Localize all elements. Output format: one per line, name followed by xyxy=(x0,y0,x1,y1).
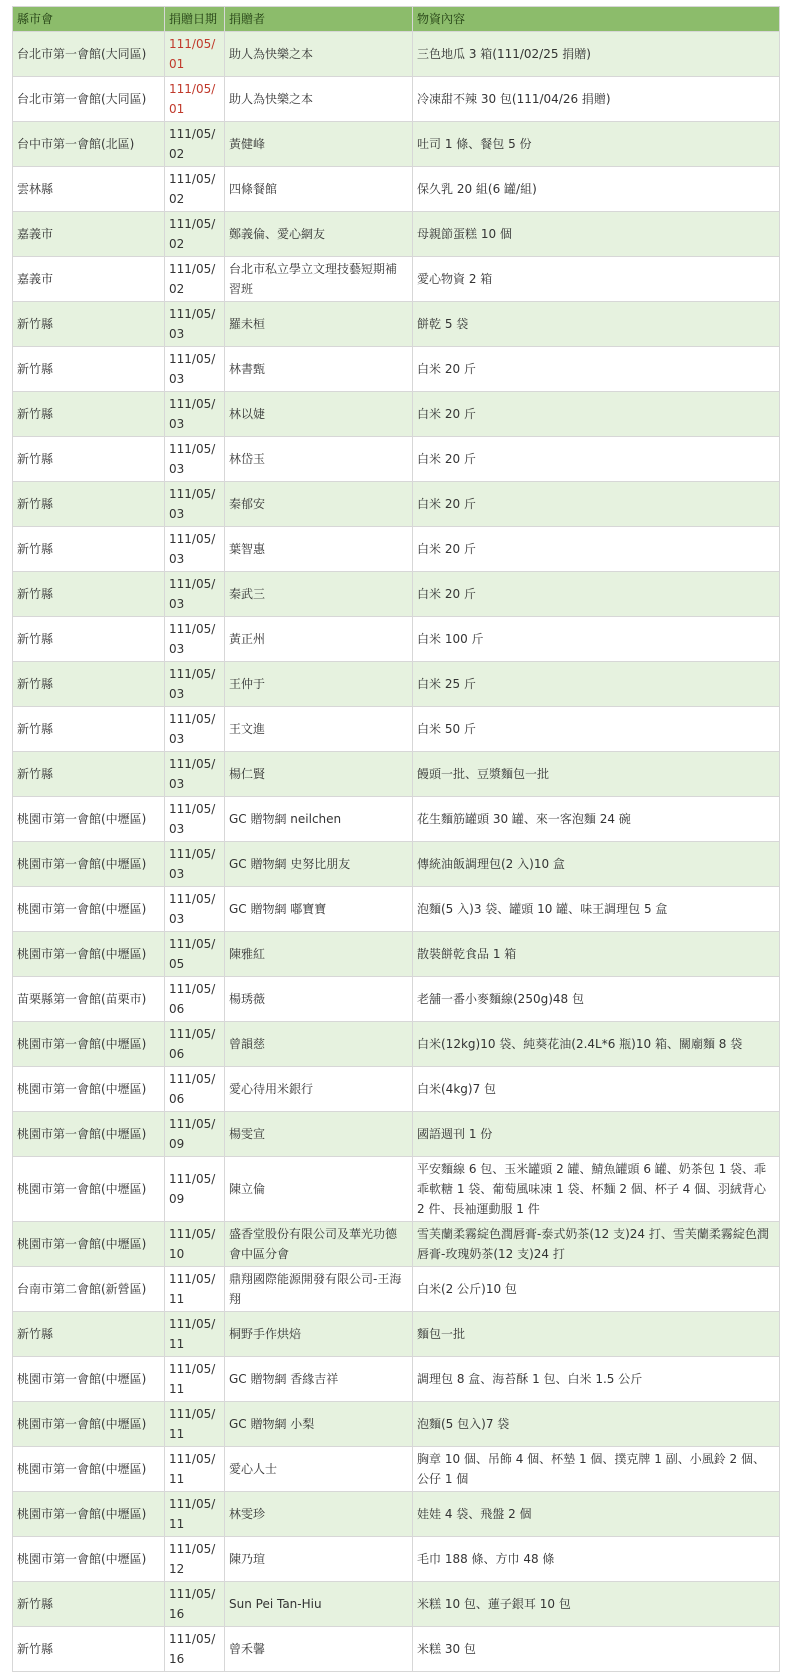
cell-region: 新竹縣 xyxy=(13,527,165,572)
cell-region: 桃園市第一會館(中壢區) xyxy=(13,842,165,887)
cell-items: 白米(2 公斤)10 包 xyxy=(413,1267,780,1312)
table-row xyxy=(13,572,780,617)
cell-donor: 愛心待用米銀行 xyxy=(225,1067,413,1112)
cell-region: 新竹縣 xyxy=(13,1312,165,1357)
cell-region: 台北市第一會館(大同區) xyxy=(13,77,165,122)
cell-items: 娃娃 4 袋、飛盤 2 個 xyxy=(413,1492,780,1537)
cell-items: 雪芙蘭柔霧綻色潤唇膏-泰式奶茶(12 支)24 打、雪芙蘭柔霧綻色潤唇膏-玫瑰奶茶(12 支)24 打 xyxy=(413,1222,780,1267)
cell-donor: GC 贈物網 史努比朋友 xyxy=(225,842,413,887)
cell-date: 111/05/16 xyxy=(165,1627,225,1672)
cell-donor: 曾韻慈 xyxy=(225,1022,413,1067)
table-row xyxy=(13,707,780,752)
cell-items: 泡麵(5 包入)7 袋 xyxy=(413,1402,780,1447)
cell-donor: 秦郁安 xyxy=(225,482,413,527)
cell-items: 吐司 1 條、餐包 5 份 xyxy=(413,122,780,167)
cell-donor: GC 贈物網 嘟寶寶 xyxy=(225,887,413,932)
donation-table xyxy=(12,6,780,1672)
table-row xyxy=(13,1112,780,1157)
cell-date: 111/05/03 xyxy=(165,617,225,662)
cell-items: 白米 20 斤 xyxy=(413,482,780,527)
table-row xyxy=(13,1447,780,1492)
table-row xyxy=(13,32,780,77)
cell-items: 米糕 30 包 xyxy=(413,1627,780,1672)
cell-region: 新竹縣 xyxy=(13,662,165,707)
cell-items: 花生麵筋罐頭 30 罐、來一客泡麵 24 碗 xyxy=(413,797,780,842)
cell-date: 111/05/06 xyxy=(165,1022,225,1067)
cell-region: 台南市第二會館(新營區) xyxy=(13,1267,165,1312)
cell-donor: 王文進 xyxy=(225,707,413,752)
cell-region: 桃園市第一會館(中壢區) xyxy=(13,887,165,932)
cell-donor: 林書甄 xyxy=(225,347,413,392)
cell-donor: 林岱玉 xyxy=(225,437,413,482)
cell-items: 麵包一批 xyxy=(413,1312,780,1357)
cell-date: 111/05/02 xyxy=(165,212,225,257)
table-row xyxy=(13,1537,780,1582)
table-row xyxy=(13,347,780,392)
cell-donor: 林以婕 xyxy=(225,392,413,437)
cell-region: 桃園市第一會館(中壢區) xyxy=(13,1402,165,1447)
cell-date: 111/05/05 xyxy=(165,932,225,977)
cell-date: 111/05/06 xyxy=(165,1067,225,1112)
cell-donor: 秦武三 xyxy=(225,572,413,617)
cell-donor: 楊雯宣 xyxy=(225,1112,413,1157)
cell-items: 冷凍甜不辣 30 包(111/04/26 捐贈) xyxy=(413,77,780,122)
cell-date: 111/05/03 xyxy=(165,797,225,842)
cell-items: 三色地瓜 3 箱(111/02/25 捐贈) xyxy=(413,32,780,77)
cell-date: 111/05/02 xyxy=(165,257,225,302)
cell-items: 調理包 8 盒、海苔酥 1 包、白米 1.5 公斤 xyxy=(413,1357,780,1402)
cell-items: 白米(4kg)7 包 xyxy=(413,1067,780,1112)
cell-region: 嘉義市 xyxy=(13,212,165,257)
cell-region: 台中市第一會館(北區) xyxy=(13,122,165,167)
cell-date: 111/05/03 xyxy=(165,887,225,932)
cell-region: 新竹縣 xyxy=(13,1582,165,1627)
cell-date: 111/05/03 xyxy=(165,842,225,887)
cell-date: 111/05/02 xyxy=(165,167,225,212)
cell-date: 111/05/10 xyxy=(165,1222,225,1267)
header-region: 縣市會 xyxy=(13,7,165,32)
cell-donor: 楊仁賢 xyxy=(225,752,413,797)
cell-date: 111/05/01 xyxy=(165,77,225,122)
header-donor: 捐贈者 xyxy=(225,7,413,32)
table-row xyxy=(13,977,780,1022)
table-row xyxy=(13,77,780,122)
cell-date: 111/05/09 xyxy=(165,1157,225,1222)
cell-items: 老舖一番小麥麵線(250g)48 包 xyxy=(413,977,780,1022)
table-row xyxy=(13,1022,780,1067)
cell-region: 桃園市第一會館(中壢區) xyxy=(13,1112,165,1157)
cell-donor: GC 贈物網 香緣吉祥 xyxy=(225,1357,413,1402)
table-row xyxy=(13,617,780,662)
cell-items: 饅頭一批、豆漿麵包一批 xyxy=(413,752,780,797)
cell-region: 桃園市第一會館(中壢區) xyxy=(13,932,165,977)
cell-region: 桃園市第一會館(中壢區) xyxy=(13,1492,165,1537)
table-row xyxy=(13,167,780,212)
cell-date: 111/05/03 xyxy=(165,437,225,482)
cell-items: 胸章 10 個、吊飾 4 個、杯墊 1 個、撲克牌 1 副、小風鈴 2 個、公仔 1 個 xyxy=(413,1447,780,1492)
cell-region: 新竹縣 xyxy=(13,482,165,527)
header-items: 物資內容 xyxy=(413,7,780,32)
cell-date: 111/05/11 xyxy=(165,1267,225,1312)
cell-region: 新竹縣 xyxy=(13,1627,165,1672)
cell-items: 傳統油飯調理包(2 入)10 盒 xyxy=(413,842,780,887)
cell-donor: Sun Pei Tan-Hiu xyxy=(225,1582,413,1627)
table-row xyxy=(13,1312,780,1357)
cell-region: 新竹縣 xyxy=(13,617,165,662)
cell-items: 白米 50 斤 xyxy=(413,707,780,752)
cell-items: 白米 20 斤 xyxy=(413,572,780,617)
cell-donor: 林雯珍 xyxy=(225,1492,413,1537)
cell-date: 111/05/06 xyxy=(165,977,225,1022)
cell-region: 新竹縣 xyxy=(13,437,165,482)
cell-donor: 盛香堂股份有限公司及華光功德會中區分會 xyxy=(225,1222,413,1267)
cell-items: 散裝餅乾食品 1 箱 xyxy=(413,932,780,977)
table-row xyxy=(13,1492,780,1537)
cell-date: 111/05/11 xyxy=(165,1357,225,1402)
cell-items: 愛心物資 2 箱 xyxy=(413,257,780,302)
cell-region: 桃園市第一會館(中壢區) xyxy=(13,1537,165,1582)
cell-region: 雲林縣 xyxy=(13,167,165,212)
table-row xyxy=(13,1067,780,1112)
cell-region: 桃園市第一會館(中壢區) xyxy=(13,797,165,842)
table-row xyxy=(13,212,780,257)
cell-donor: 四條餐館 xyxy=(225,167,413,212)
table-header xyxy=(13,7,780,32)
cell-date: 111/05/03 xyxy=(165,482,225,527)
cell-donor: 黃正州 xyxy=(225,617,413,662)
table-row xyxy=(13,797,780,842)
cell-region: 桃園市第一會館(中壢區) xyxy=(13,1447,165,1492)
table-row xyxy=(13,752,780,797)
cell-items: 保久乳 20 組(6 罐/組) xyxy=(413,167,780,212)
table-row xyxy=(13,1582,780,1627)
table-row xyxy=(13,842,780,887)
cell-donor: 王仲于 xyxy=(225,662,413,707)
cell-donor: 楊琇薇 xyxy=(225,977,413,1022)
cell-date: 111/05/03 xyxy=(165,527,225,572)
table-row xyxy=(13,1157,780,1222)
cell-donor: 陳立倫 xyxy=(225,1157,413,1222)
cell-items: 毛巾 188 條、方巾 48 條 xyxy=(413,1537,780,1582)
table-row xyxy=(13,887,780,932)
cell-region: 新竹縣 xyxy=(13,392,165,437)
cell-date: 111/05/16 xyxy=(165,1582,225,1627)
cell-region: 新竹縣 xyxy=(13,302,165,347)
table-row xyxy=(13,302,780,347)
cell-items: 白米 100 斤 xyxy=(413,617,780,662)
cell-date: 111/05/03 xyxy=(165,572,225,617)
cell-items: 餅乾 5 袋 xyxy=(413,302,780,347)
cell-date: 111/05/09 xyxy=(165,1112,225,1157)
table-row xyxy=(13,437,780,482)
table-row xyxy=(13,1402,780,1447)
cell-region: 新竹縣 xyxy=(13,572,165,617)
cell-items: 白米 20 斤 xyxy=(413,392,780,437)
table-row xyxy=(13,1222,780,1267)
cell-donor: 黃健峰 xyxy=(225,122,413,167)
cell-donor: 曾禾馨 xyxy=(225,1627,413,1672)
cell-date: 111/05/11 xyxy=(165,1402,225,1447)
cell-region: 桃園市第一會館(中壢區) xyxy=(13,1022,165,1067)
cell-date: 111/05/03 xyxy=(165,662,225,707)
cell-items: 母親節蛋糕 10 個 xyxy=(413,212,780,257)
cell-date: 111/05/03 xyxy=(165,347,225,392)
cell-date: 111/05/12 xyxy=(165,1537,225,1582)
cell-donor: 羅未桓 xyxy=(225,302,413,347)
table-row xyxy=(13,662,780,707)
cell-date: 111/05/11 xyxy=(165,1492,225,1537)
table-row xyxy=(13,392,780,437)
cell-items: 白米 20 斤 xyxy=(413,347,780,392)
cell-donor: 助人為快樂之本 xyxy=(225,77,413,122)
cell-items: 米糕 10 包、蓮子銀耳 10 包 xyxy=(413,1582,780,1627)
cell-region: 桃園市第一會館(中壢區) xyxy=(13,1222,165,1267)
cell-region: 桃園市第一會館(中壢區) xyxy=(13,1157,165,1222)
cell-donor: 愛心人士 xyxy=(225,1447,413,1492)
table-row xyxy=(13,122,780,167)
cell-region: 苗栗縣第一會館(苗栗市) xyxy=(13,977,165,1022)
cell-region: 新竹縣 xyxy=(13,752,165,797)
cell-items: 白米 20 斤 xyxy=(413,527,780,572)
cell-donor: GC 贈物網 neilchen xyxy=(225,797,413,842)
cell-donor: 桐野手作烘焙 xyxy=(225,1312,413,1357)
cell-date: 111/05/02 xyxy=(165,122,225,167)
cell-region: 新竹縣 xyxy=(13,707,165,752)
cell-date: 111/05/01 xyxy=(165,32,225,77)
cell-items: 白米 20 斤 xyxy=(413,437,780,482)
cell-donor: 鼎翔國際能源開發有限公司-王海翔 xyxy=(225,1267,413,1312)
cell-date: 111/05/03 xyxy=(165,392,225,437)
table-row xyxy=(13,1267,780,1312)
cell-donor: 助人為快樂之本 xyxy=(225,32,413,77)
cell-items: 白米 25 斤 xyxy=(413,662,780,707)
cell-date: 111/05/03 xyxy=(165,707,225,752)
cell-donor: 陳雅紅 xyxy=(225,932,413,977)
table-row xyxy=(13,527,780,572)
cell-items: 平安麵線 6 包、玉米罐頭 2 罐、鯖魚罐頭 6 罐、奶茶包 1 袋、乖乖軟糖 1 袋、葡萄風味凍 1 袋、杯麵 2 個、杯子 4 個、羽絨背心 2 件、長袖運動服 1 件 xyxy=(413,1157,780,1222)
cell-items: 白米(12kg)10 袋、純葵花油(2.4L*6 瓶)10 箱、關廟麵 8 袋 xyxy=(413,1022,780,1067)
table-row xyxy=(13,1357,780,1402)
cell-donor: 鄭義倫、愛心網友 xyxy=(225,212,413,257)
cell-date: 111/05/11 xyxy=(165,1447,225,1492)
header-date: 捐贈日期 xyxy=(165,7,225,32)
cell-donor: 葉智惠 xyxy=(225,527,413,572)
cell-donor: 台北市私立學立文理技藝短期補習班 xyxy=(225,257,413,302)
cell-region: 台北市第一會館(大同區) xyxy=(13,32,165,77)
cell-donor: 陳乃瑄 xyxy=(225,1537,413,1582)
table-row xyxy=(13,932,780,977)
cell-region: 嘉義市 xyxy=(13,257,165,302)
cell-region: 桃園市第一會館(中壢區) xyxy=(13,1067,165,1112)
cell-region: 新竹縣 xyxy=(13,347,165,392)
cell-date: 111/05/03 xyxy=(165,302,225,347)
cell-items: 泡麵(5 入)3 袋、罐頭 10 罐、味王調理包 5 盒 xyxy=(413,887,780,932)
table-row xyxy=(13,482,780,527)
cell-date: 111/05/11 xyxy=(165,1312,225,1357)
cell-items: 國語週刊 1 份 xyxy=(413,1112,780,1157)
cell-date: 111/05/03 xyxy=(165,752,225,797)
cell-region: 桃園市第一會館(中壢區) xyxy=(13,1357,165,1402)
cell-donor: GC 贈物網 小梨 xyxy=(225,1402,413,1447)
table-body xyxy=(13,32,780,1672)
table-row xyxy=(13,257,780,302)
table-row xyxy=(13,1627,780,1672)
